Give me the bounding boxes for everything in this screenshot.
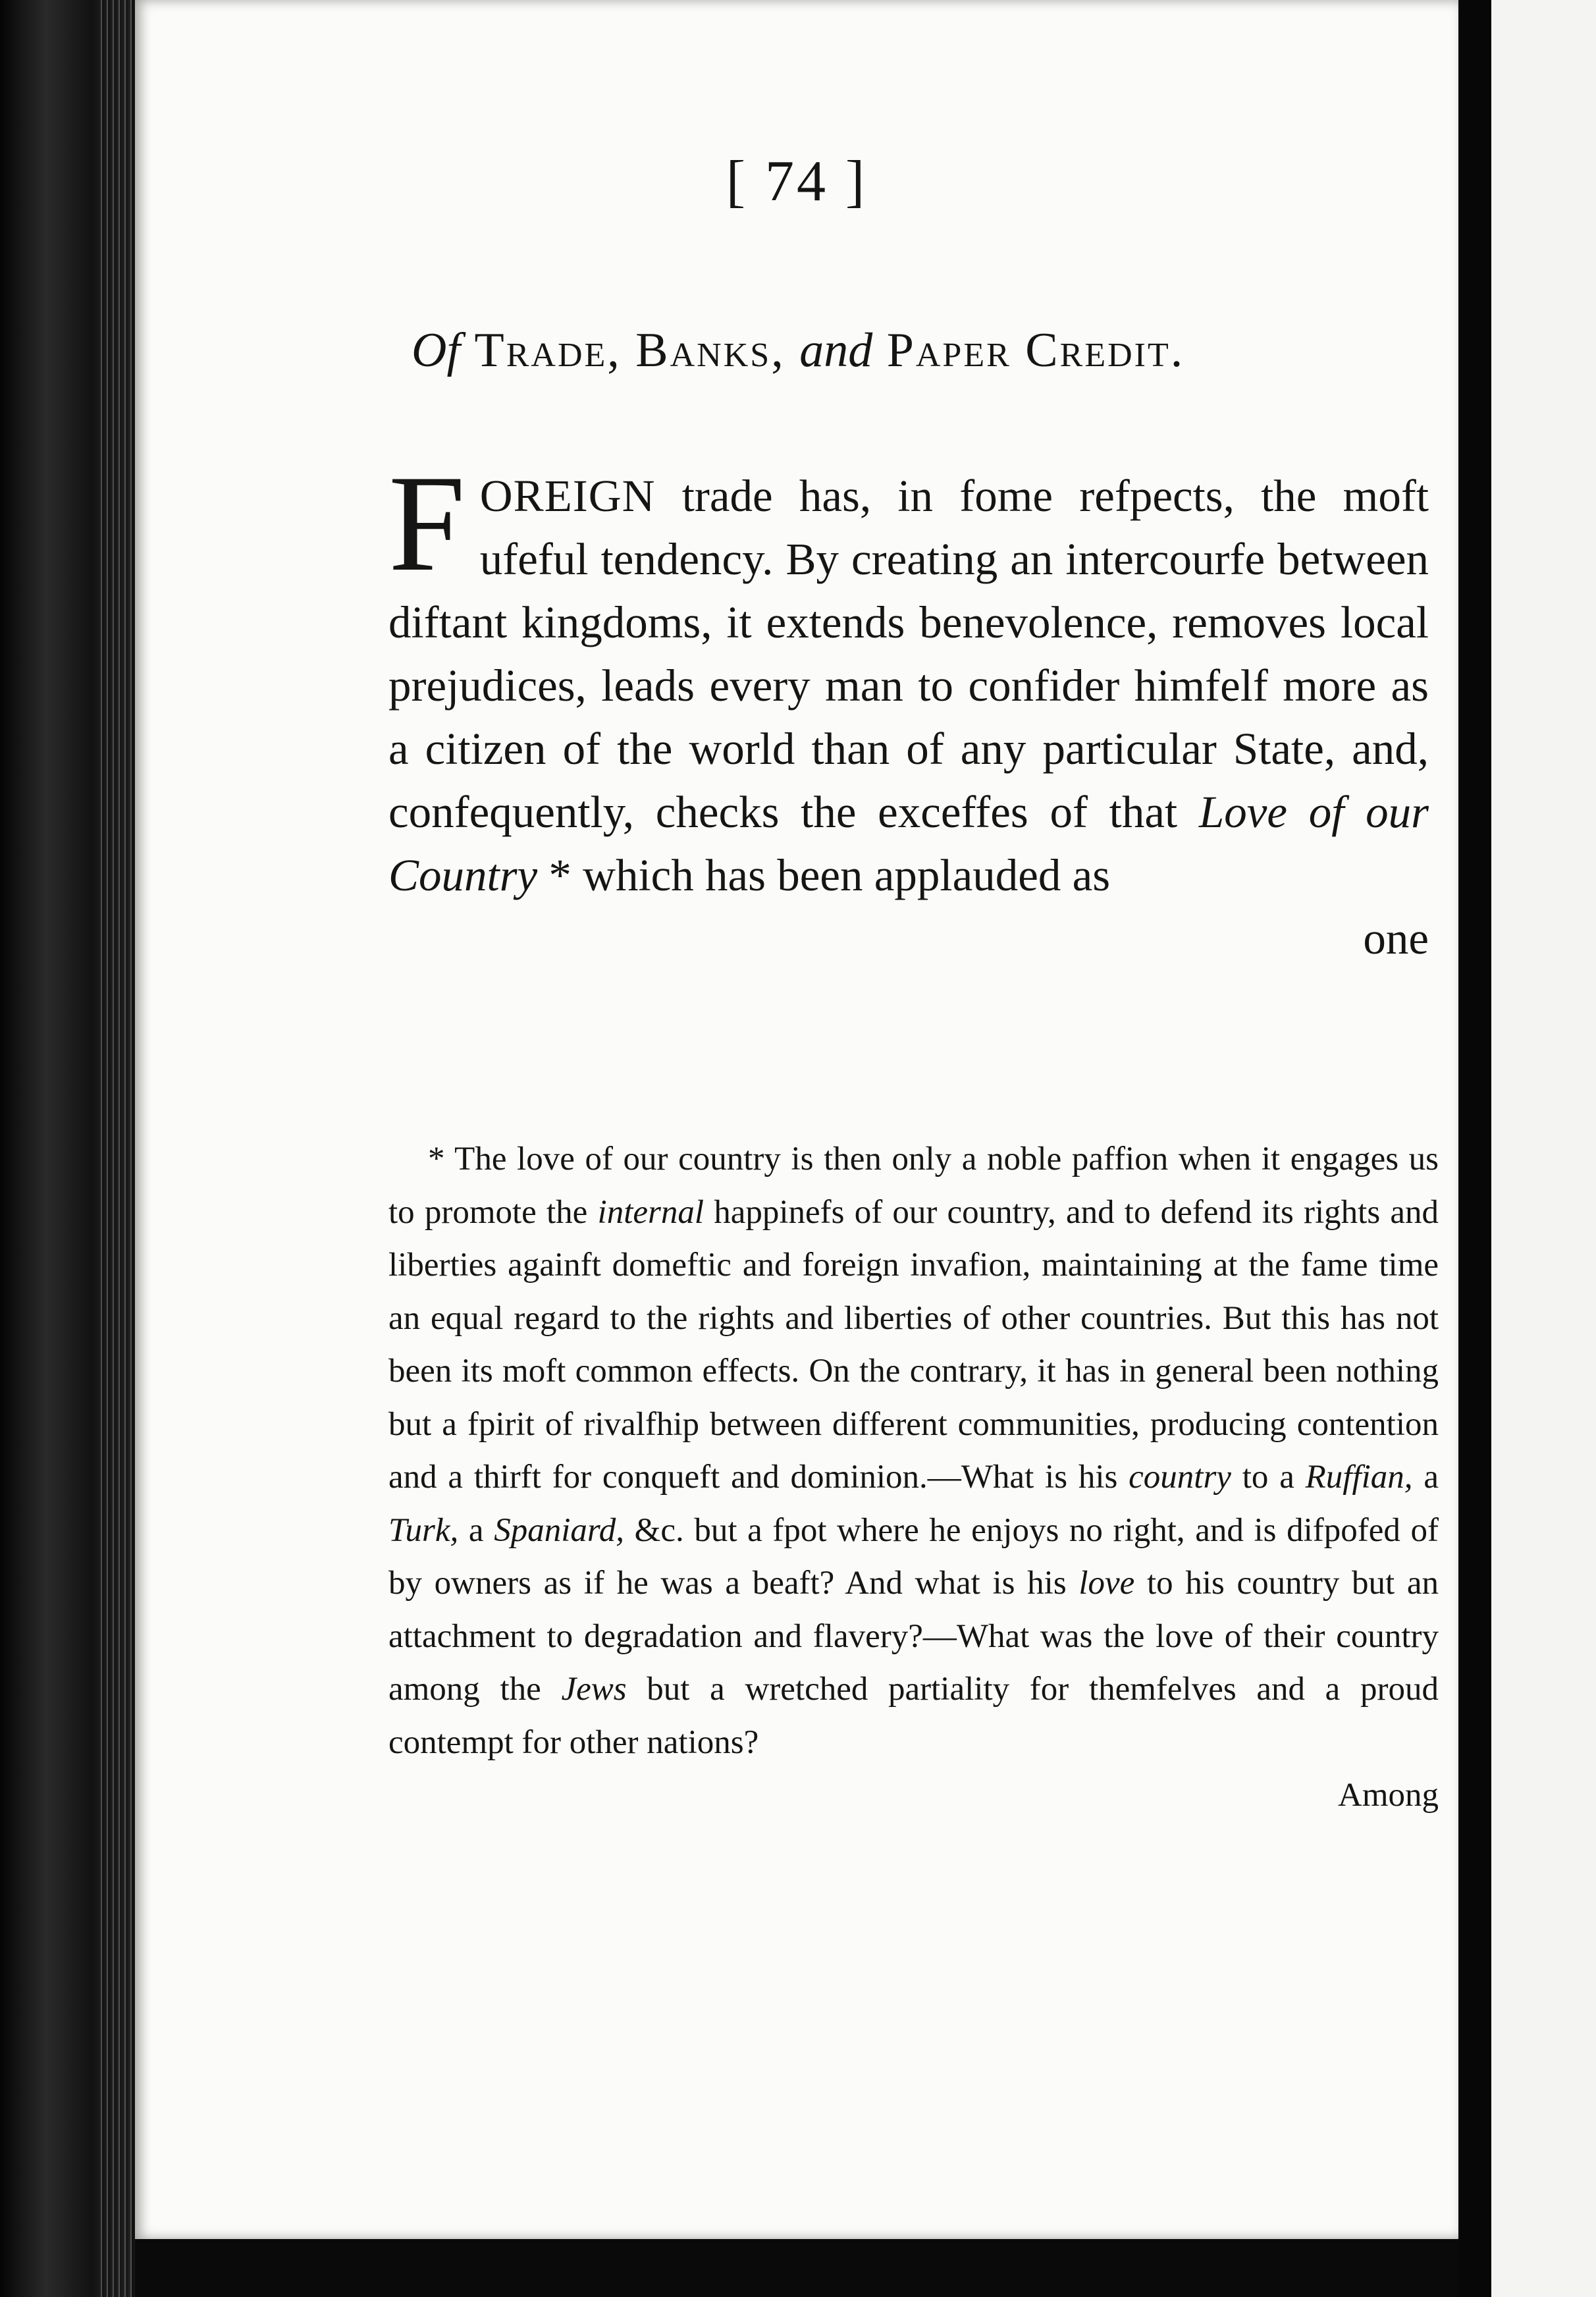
footnote-italic: Turk, <box>388 1511 459 1549</box>
heading-paper: Paper <box>886 323 1011 377</box>
footnote-italic: internal <box>597 1193 705 1231</box>
catchword: one <box>1363 913 1429 963</box>
bottom-shadow <box>135 2239 1458 2297</box>
footnote-italic: Spaniard, <box>494 1511 625 1549</box>
footnote-text: to his country but an attachment to degradation and flavery?—What was the love of their country among the <box>388 1565 1439 1708</box>
footnote-italic: Ruffian, <box>1305 1459 1413 1496</box>
heading-and: and <box>799 323 873 377</box>
main-paragraph <box>388 447 1429 970</box>
page-edges <box>99 0 138 2297</box>
drop-cap: F <box>388 447 466 600</box>
page-number: [ 74 ] <box>726 149 868 213</box>
footnote-italic: Jews <box>561 1671 627 1708</box>
footnote-text: * The love of our country is then only a noble paffion when it engages us to promote the <box>388 1141 1439 1231</box>
footnote <box>388 1133 1439 1822</box>
facing-page-edge <box>1491 0 1596 2297</box>
footnote-text: &c. but a fpot where he enjoys no right, and is difpofed of by owners as if he was a beaft? And what is his <box>388 1511 1439 1602</box>
footnote-italic: love <box>1078 1565 1135 1602</box>
heading-trade: Trade, <box>474 323 622 377</box>
paragraph-text-end: * which has been applauded as <box>537 850 1111 900</box>
footnote-catchword: Among <box>1338 1777 1439 1814</box>
opening-word: OREIGN <box>479 471 656 521</box>
chapter-heading <box>412 323 1465 379</box>
footnote-text: happinefs of our country, and to defend its rights and liberties againft domeftic and foreign invafion, maintaining at the fame time an equal regard to the rights and liberties of other countries. But this has not been its moft common effects. On the contrary, it has in general been nothing but a fpirit of rivalfhip between different communities, producing contention and a thirft for conqueft and dominion.—What is his <box>388 1193 1439 1496</box>
footnote-text: a <box>1412 1459 1439 1496</box>
footnote-paragraph <box>388 1133 1439 1769</box>
footnote-italic: country <box>1129 1459 1231 1496</box>
footnote-text: but a wretched partiality for themfelves and a proud contempt for other nations? <box>388 1671 1439 1761</box>
heading-banks: Banks, <box>635 323 785 377</box>
heading-of: Of <box>412 323 460 377</box>
book-page <box>135 0 1458 2239</box>
footnote-text: to a <box>1231 1459 1306 1496</box>
footnote-text: a <box>458 1511 494 1549</box>
heading-credit: Credit. <box>1025 323 1185 377</box>
paragraph-italic-phrase: Love of our Country <box>388 787 1429 900</box>
paragraph-text: trade has, in fome refpects, the moft ufeful tendency. By creating an intercourfe between diftant kingdoms, it extends benevolence, removes local prejudices, leads every man to confider himfelf more as a citizen of the world than of any particular State, and, confequently, checks the exceffes of that <box>388 471 1429 837</box>
